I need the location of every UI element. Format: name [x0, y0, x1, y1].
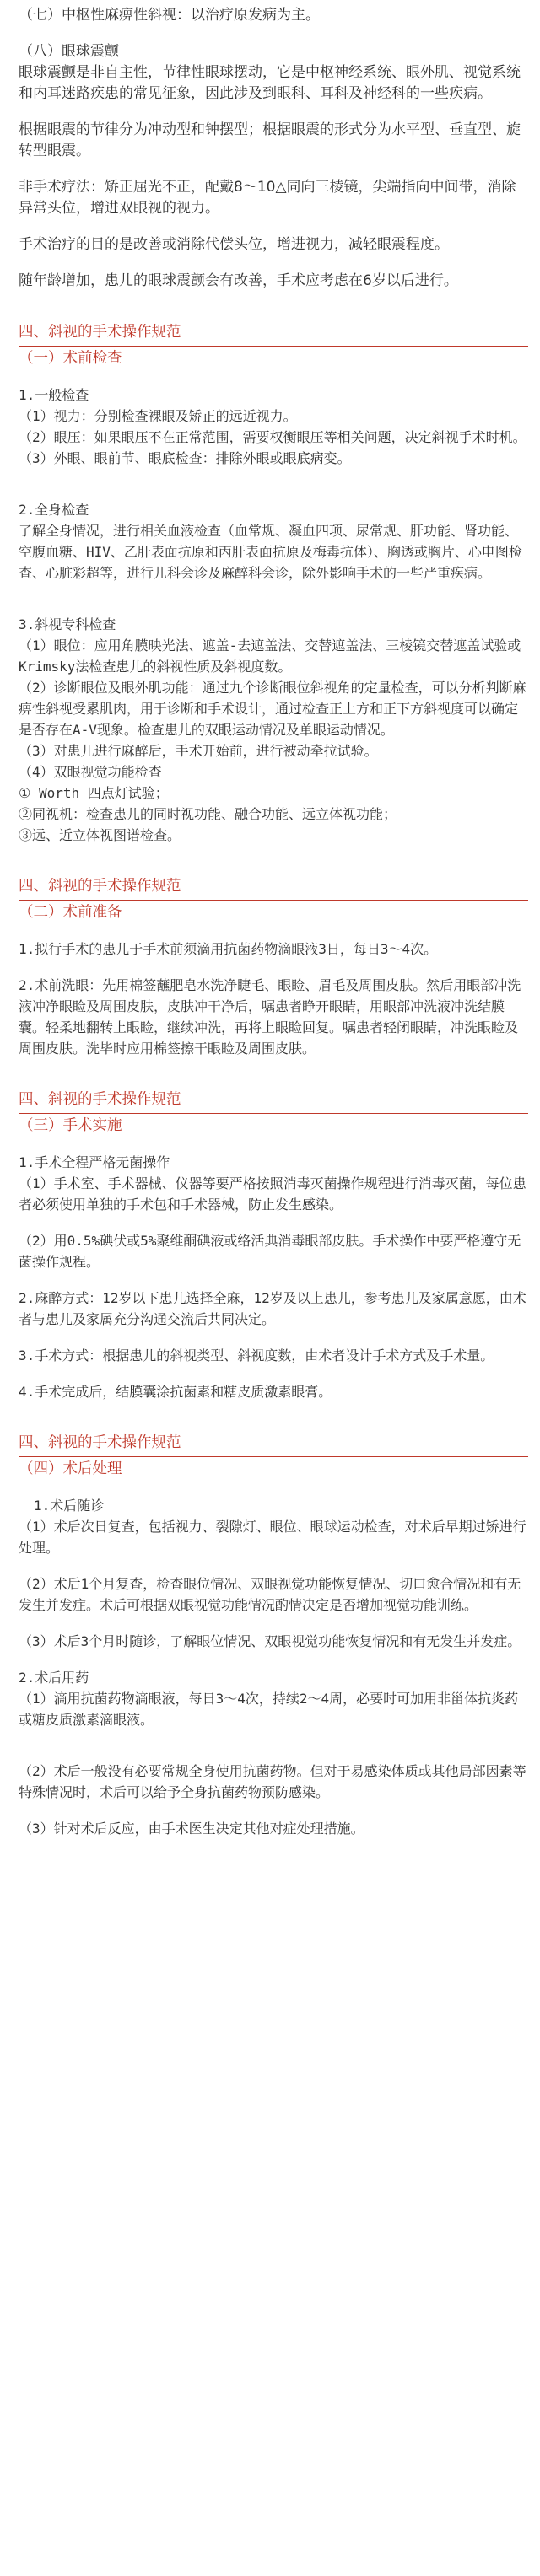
paragraph: 了解全身情况，进行相关血液检查（血常规、凝血四项、尿常规、肝功能、肾功能、空腹血糖、HIV、乙肝表面抗原和丙肝表面抗原及梅毒抗体）、胸透或胸片、心电图检查、心脏彩超等，进行儿科会诊及麻醉科会诊，除外影响手术的一些严重疾病。 [19, 523, 522, 581]
section-subheading: （二）术前准备 [19, 904, 122, 921]
list-item: （3）针对术后反应，由手术医生决定其他对症处理措施。 [19, 1820, 364, 1837]
section-heading: 四、斜视的手术操作规范 [19, 324, 181, 341]
paragraph: 眼球震颤是非自主性，节律性眼球摆动，它是中枢神经系统、眼外肌、视觉系统和内耳迷路疾患的常见征象，因此涉及到眼科、耳科及神经科的一些疾病。 [19, 64, 521, 102]
list-item: （2）眼压：如果眼压不在正常范围，需要权衡眼压等相关问题，决定斜视手术时机。 [19, 429, 526, 445]
paragraph: 2.术前洗眼：先用棉签蘸肥皂水洗净睫毛、眼睑、眉毛及周围皮肤。然后用眼部冲洗液冲净眼睑及周围皮肤，皮肤冲干净后，嘱患者睁开眼睛，用眼部冲洗液冲洗结膜囊。轻柔地翻转上眼睑，继续冲洗，再将上眼睑回复。嘱患者轻闭眼睛，冲洗眼睑及周围皮肤。洗毕时应用棉签擦干眼睑及周围皮肤。 [19, 977, 521, 1057]
list-item: ②同视机：检查患儿的同时视功能、融合功能、远立体视功能； [19, 806, 397, 822]
list-item: （1）术后次日复查，包括视力、裂隙灯、眼位、眼球运动检查，对术后早期过矫进行处理。 [19, 1519, 526, 1556]
list-item: （1）视力：分别检查裸眼及矫正的远近视力。 [19, 408, 297, 424]
list-item: （2）术后1个月复查，检查眼位情况、双眼视觉功能恢复情况、切口愈合情况和有无发生并发症。术后可根据双眼视觉功能情况酌情决定是否增加视觉功能训练。 [19, 1576, 521, 1613]
paragraph: 3.手术方式：根据患儿的斜视类型、斜视度数，由术者设计手术方式及手术量。 [19, 1347, 494, 1363]
paragraph: 2.麻醉方式：12岁以下患儿选择全麻，12岁及以上患儿，参考患儿及家属意愿，由术者与患儿及家属充分沟通交流后共同决定。 [19, 1290, 526, 1327]
list-item: （3）对患儿进行麻醉后，手术开始前，进行被动牵拉试验。 [19, 743, 378, 759]
subsection-title: （八）眼球震颤 [19, 43, 119, 60]
heading-divider [19, 1113, 528, 1114]
paragraph: 根据眼震的节律分为冲动型和钟摆型；根据眼震的形式分为水平型、垂直型、旋转型眼震。 [19, 121, 521, 159]
list-item: ③远、近立体视图谱检查。 [19, 827, 181, 843]
list-item: ① Worth 四点灯试验； [19, 785, 169, 801]
paragraph: 随年龄增加，患儿的眼球震颤会有改善，手术应考虑在6岁以后进行。 [19, 272, 458, 289]
list-heading: 1.一般检查 [19, 387, 89, 403]
list-item: （2）诊断眼位及眼外肌功能：通过九个诊断眼位斜视角的定量检查，可以分析判断麻痹性斜视受累肌肉，用于诊断和手术设计，通过检查正上方和正下方斜视度可以确定是否存在A-V现象。检查患儿的双眼运动情况及单眼运动情况。 [19, 680, 526, 738]
paragraph: 1.拟行手术的患儿于手术前须滴用抗菌药物滴眼液3日，每日3～4次。 [19, 941, 438, 957]
list-heading: 3.斜视专科检查 [19, 616, 116, 632]
list-item: （1）手术室、手术器械、仪器等要严格按照消毒灭菌操作规程进行消毒灭菌，每位患者必须使用单独的手术包和手术器械，防止发生感染。 [19, 1175, 526, 1213]
list-heading: 1.术后随诊 [34, 1498, 105, 1514]
list-heading: 2.术后用药 [19, 1670, 89, 1686]
section-subheading: （一）术前检查 [19, 350, 122, 367]
list-heading: 1.手术全程严格无菌操作 [19, 1154, 170, 1170]
list-item: （2）术后一般没有必要常规全身使用抗菌药物。但对于易感染体质或其他局部因素等特殊情况时，术后可以给予全身抗菌药物预防感染。 [19, 1763, 526, 1800]
paragraph: 手术治疗的目的是改善或消除代偿头位，增进视力，减轻眼震程度。 [19, 236, 449, 253]
section-heading: 四、斜视的手术操作规范 [19, 878, 181, 895]
list-item: （3）术后3个月时随诊，了解眼位情况、双眼视觉功能恢复情况和有无发生并发症。 [19, 1633, 521, 1649]
section-subheading: （三）手术实施 [19, 1117, 122, 1134]
section-heading: 四、斜视的手术操作规范 [19, 1434, 181, 1451]
list-item: （1）眼位：应用角膜映光法、遮盖-去遮盖法、交替遮盖法、三棱镜交替遮盖试验或Krimsky法检查患儿的斜视性质及斜视度数。 [19, 637, 521, 675]
list-item: （2）用0.5%碘伏或5%聚维酮碘液或络活典消毒眼部皮肤。手术操作中要严格遵守无菌操作规程。 [19, 1233, 521, 1270]
heading-divider [19, 1456, 528, 1457]
section-heading: 四、斜视的手术操作规范 [19, 1091, 181, 1108]
paragraph: 4.手术完成后，结膜囊涂抗菌素和糖皮质激素眼膏。 [19, 1384, 332, 1400]
list-item: （1）滴用抗菌药物滴眼液，每日3～4次，持续2～4周，必要时可加用非甾体抗炎药或糖皮质激素滴眼液。 [19, 1691, 519, 1728]
paragraph: （七）中枢性麻痹性斜视：以治疗原发病为主。 [19, 7, 320, 24]
list-item: （3）外眼、眼前节、眼底检查：排除外眼或眼底病变。 [19, 450, 351, 466]
list-heading: 2.全身检查 [19, 502, 89, 518]
paragraph: 非手术疗法：矫正屈光不正，配戴8～10△同向三棱镜，尖端指向中间带，消除异常头位，增进双眼视的视力。 [19, 179, 516, 217]
heading-divider [19, 900, 528, 901]
list-item: （4）双眼视觉功能检查 [19, 764, 162, 780]
heading-divider [19, 346, 528, 347]
section-subheading: （四）术后处理 [19, 1460, 122, 1477]
